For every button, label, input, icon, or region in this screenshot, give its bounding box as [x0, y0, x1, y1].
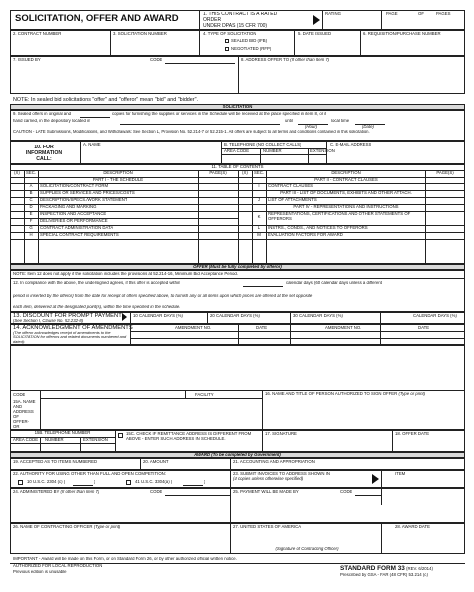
toc-desc-e: INSPECTION AND ACCEPTANCE: [40, 212, 107, 216]
extension-label: EXTENSION: [310, 149, 335, 153]
sealed-bid-option[interactable]: SEALED BID (IFB): [225, 39, 267, 44]
toc-sec-a: A: [29, 184, 33, 188]
item12-text-c: period is inserted by the offeror) from the date for receipt of offers specified above, to furnish any or all items upon which prices are offered at the set opposite: [13, 294, 313, 298]
contact-name-field[interactable]: [83, 150, 219, 162]
offer-heading: OFFER (Must be fully completed by offeror): [193, 264, 282, 269]
discount-sub: (See Section I, Clause No. 52.232-8): [13, 319, 84, 323]
toc-col-sec: SEC.: [25, 171, 37, 175]
payment-field[interactable]: [233, 496, 379, 521]
usc-2304-paren: ): [94, 480, 96, 484]
offeror-code-label: CODE: [13, 393, 26, 397]
requisition-field[interactable]: [363, 39, 463, 54]
toc-sec-f: F: [29, 219, 33, 223]
amend-date-label-2: DATE: [418, 326, 430, 330]
toc-sec-k: K: [257, 215, 261, 219]
offeror-area-code-field[interactable]: [11, 444, 39, 451]
remittance-checkbox[interactable]: [118, 433, 123, 438]
toc-sec-g: G: [29, 226, 33, 230]
amend-no-label: AMENDMENT NO.: [175, 326, 212, 330]
toc-col-sec-right: SEC.: [253, 171, 265, 175]
administered-by-field[interactable]: [13, 496, 228, 521]
solicitation-number-label: 3. SOLICITATION NUMBER: [113, 32, 167, 36]
previous-edition-text: Previous edition is unusable: [13, 570, 67, 574]
officer-label: 26. NAME OF CONTRACTING OFFICER (Type or print): [13, 525, 121, 529]
requisition-label: 6. REQUISITION/PURCHASE NUMBER: [363, 32, 441, 36]
arrow-right-icon: [372, 474, 379, 484]
administered-label: 24. ADMINISTERED BY (If other than Item 7): [13, 490, 100, 494]
award-date-label: 28. AWARD DATE: [395, 525, 430, 529]
cal20-label: 20 CALENDAR DAYS (%): [210, 314, 260, 318]
toc-desc-b: SUPPLIES OR SERVICES AND PRICES/COSTS: [40, 191, 135, 195]
toc-col-pages-right: PAGE(S): [436, 171, 454, 175]
email-field[interactable]: [330, 150, 463, 162]
date-issued-label: 5. DATE ISSUED: [298, 32, 332, 36]
remittance-label: 15C. CHECK IF REMITTANCE ADDRESS IS DIFFERENT FROM ABOVE - ENTER SUCH ADDRESS IN SCHEDULE.: [126, 432, 252, 441]
toc-sec-b: B: [29, 191, 33, 195]
ack-sub: (The offeror acknowledges receipt of amendments to the SOLICITATION for offerors and related documents numbered and dated):: [13, 331, 127, 344]
usc-3304-label: 41 U.S.C. 3304(a) (: [135, 480, 173, 484]
toc-sec-e: E: [29, 212, 33, 216]
email-label: C. E-MAIL ADDRESS: [330, 143, 372, 147]
toc-desc-k: REPRESENTATIONS, CERTIFICATIONS AND OTHER STATEMENTS OF OFFERORS: [268, 212, 411, 221]
offeror-number-label: NUMBER: [45, 438, 64, 442]
usa-label: 27. UNITED STATES OF AMERICA: [233, 525, 302, 529]
arrow-right-icon: [122, 313, 127, 321]
offeror-extension-field[interactable]: [81, 444, 114, 451]
cal10-label: 10 CALENDAR DAYS (%): [133, 314, 183, 318]
page-number-field[interactable]: [384, 20, 412, 28]
offeror-area-code-label: AREA CODE: [13, 438, 39, 442]
page-label: PAGE: [386, 12, 398, 16]
address-offer-label: 8. ADDRESS OFFER TO (If other than Item 7): [241, 58, 330, 62]
toc-col-desc: DESCRIPTION: [103, 171, 133, 175]
toc-desc-i: CONTRACT CLAUSES: [268, 184, 314, 188]
item12-text-a: 12. In compliance with the above, the undersigned agrees, if this offer is accepted within: [13, 281, 181, 285]
offer-date-field[interactable]: [395, 438, 463, 451]
date-issued-field[interactable]: [297, 39, 357, 54]
toc-desc-c: DESCRIPTION/SPECS./WORK STATEMENT: [40, 198, 128, 202]
hour-label: (Hour): [305, 125, 318, 129]
signature-field[interactable]: [265, 438, 390, 451]
cal30-label: 30 CALENDAR DAYS (%): [293, 314, 343, 318]
discount-label: 13. DISCOUNT FOR PROMPT PAYMENT: [13, 313, 122, 319]
signer-label: 16. NAME AND TITLE OF PERSON AUTHORIZED TO SIGN OFFER (Type or print): [265, 392, 426, 396]
issued-by-label: 7. ISSUED BY: [13, 58, 41, 62]
toc-desc-h: SPECIAL CONTRACT REQUIREMENTS: [40, 233, 119, 237]
accounting-label: 21. ACCOUNTING AND APPROPRIATION: [233, 460, 315, 464]
signature-label: 17. SIGNATURE: [265, 432, 297, 436]
amount-label: 20. AMOUNT: [143, 460, 169, 464]
toc-col-desc-right: DESCRIPTION: [331, 171, 361, 175]
area-code-label: AREA CODE: [224, 149, 250, 153]
prescribed-text: Prescribed by GSA - FAR (48 CFR) 53.214 (c): [340, 573, 428, 577]
calxx-label: CALENDAR DAYS (%): [413, 314, 457, 318]
toc-col-x: (X): [14, 171, 20, 175]
toc-desc-a: SOLICITATION/CONTRACT FORM: [40, 184, 109, 188]
authorized-text: AUTHORIZED FOR LOCAL REPRODUCTION: [13, 564, 103, 568]
toc-sec-c: C: [29, 198, 33, 202]
area-code-field[interactable]: [222, 155, 259, 163]
toc-sec-l: L: [257, 226, 261, 230]
offeror-address-field[interactable]: [42, 399, 260, 428]
sealed-bid-checkbox[interactable]: [225, 39, 229, 43]
offeror-extension-label: EXTENSION: [83, 438, 108, 442]
contact-name-label: A. NAME: [83, 143, 101, 147]
toc-heading: 11. TABLE OF CONTENTS: [211, 164, 264, 169]
amend-no-label-2: AMENDMENT NO.: [325, 326, 362, 330]
pages-label: PAGES: [436, 12, 451, 16]
item9-text-a: 9. Sealed offers in original and: [13, 112, 71, 116]
tel15b-label: 15B. TELEPHONE NUMBER: [34, 431, 91, 435]
toc-part3: PART III - LIST OF DOCUMENTS, EXHIBITS AND OTHER ATTACH.: [280, 191, 412, 195]
note12-text: NOTE: Item 12 does not apply if the solicitation includes the provisions at 52.214-16, Minimum Bid Acceptance Period.: [13, 272, 238, 276]
toc-desc-j: LIST OF ATTACHMENTS: [268, 198, 317, 202]
toc-sec-h: H: [29, 233, 33, 237]
type-solicitation-label: 4. TYPE OF SOLICITATION: [203, 32, 257, 36]
facility-label: FACILITY: [195, 393, 214, 397]
toc-desc-f: DELIVERIES OR PERFORMANCE: [40, 219, 108, 223]
toc-sec-i: I: [258, 184, 260, 188]
contract-number-field[interactable]: [13, 39, 108, 54]
caution-text: CAUTION - LATE Submissions, Modifications, and Withdrawals: See Section L, Provision No. 52.214-7 or 52.215-1. All offers are subject to all terms and conditions contained in this solicitation.: [13, 130, 370, 134]
officer-name-field[interactable]: [13, 532, 228, 552]
name-address-label: 15A. NAME AND ADDRESS OF OFFER- OR: [13, 400, 36, 429]
solicitation-number-field[interactable]: [113, 39, 197, 54]
number-label: NUMBER: [263, 149, 282, 153]
toc-sec-d: D: [29, 205, 33, 209]
contact-telephone-label: B. TELEPHONE (NO COLLECT CALLS): [224, 143, 302, 147]
amend-date-label: DATE: [256, 326, 268, 330]
form-title: SOLICITATION, OFFER AND AWARD: [15, 14, 179, 24]
toc-desc-g: CONTRACT ADMINISTRATION DATA: [40, 226, 114, 230]
authority-label: 22. AUTHORITY FOR USING OTHER THAN FULL AND OPEN COMPETITION:: [13, 472, 166, 476]
item9-text-c: hand carried, in the depository located in: [13, 119, 91, 123]
until-label: until: [285, 119, 293, 123]
administered-code-label: CODE: [150, 490, 163, 494]
officer-signature-field[interactable]: [233, 532, 379, 546]
toc-col-pages: PAGE(S): [209, 171, 227, 175]
rated-order-label: 1. THIS CONTRACT IS A RATED ORDER UNDER DPAS (15 CFR 700): [203, 12, 278, 29]
toc-part2: PART II - CONTRACT CLAUSES: [314, 177, 378, 182]
phone-number-field[interactable]: [262, 155, 306, 163]
address-offer-field[interactable]: [241, 65, 463, 92]
toc-col-x-right: (X): [242, 171, 248, 175]
negotiated-option[interactable]: NEGOTIATED (RFP): [225, 47, 271, 52]
extension-field[interactable]: [310, 155, 325, 163]
submit-invoices-label: 23. SUBMIT INVOICES TO ADDRESS SHOWN IN (4 copies unless otherwise specified): [233, 472, 330, 481]
important-note: IMPORTANT - Award will be made on this Form, or on Standard Form 26, or by other authorized official written notice.: [13, 557, 237, 561]
arrow-right-icon: [313, 15, 320, 25]
award-heading: AWARD (To be completed by Government): [194, 452, 281, 457]
form-name: STANDARD FORM 33 (REV. 6/2014): [340, 565, 433, 572]
item12-text-b: calendar days (60 calendar days unless a different: [286, 281, 382, 285]
toc-desc-m: EVALUATION FACTORS FOR AWARD: [268, 233, 343, 237]
item9-text-b: copies for furnishing the supplies or services in the Schedule will be received at the place specified in item 8, or if: [112, 112, 327, 116]
sig-officer-label: (Signature of Contracting Officer): [275, 547, 339, 551]
item-label: ITEM: [395, 472, 406, 476]
toc-sec-j: J: [257, 198, 261, 202]
offeror-phone-field[interactable]: [41, 444, 79, 451]
issued-by-code-label: CODE: [150, 58, 163, 62]
signer-field[interactable]: [265, 404, 463, 428]
toc-sec-m: M: [257, 233, 261, 237]
sealed-bid-note: NOTE: In sealed bid solicitations "offer" and "offeror" mean "bid" and "bidder".: [13, 97, 199, 103]
total-pages-field[interactable]: [416, 20, 462, 28]
usc-3304-paren: ): [204, 480, 206, 484]
issued-by-field[interactable]: [13, 65, 235, 92]
offer-date-label: 18. OFFER DATE: [395, 432, 430, 436]
of-label: OF: [418, 12, 424, 16]
local-time-label: local time: [331, 119, 350, 123]
toc-desc-d: PACKAGING AND MARKING: [40, 205, 97, 209]
rating-label: RATING: [325, 12, 341, 16]
toc-part1: PART I - THE SCHEDULE: [92, 177, 144, 182]
solicitation-heading: SOLICITATION: [222, 104, 253, 109]
payment-label: 25. PAYMENT WILL BE MADE BY: [233, 490, 299, 494]
contract-number-label: 2. CONTRACT NUMBER: [13, 32, 62, 36]
usc-3304-checkbox[interactable]: [126, 480, 131, 485]
item12-text-d: each item, delivered at the designated point(s), within the time specified in the schedule.: [13, 305, 181, 309]
payment-code-label: CODE: [340, 490, 353, 494]
negotiated-checkbox[interactable]: [225, 47, 229, 51]
toc-desc-l: INSTRS., CONDS., AND NOTICES TO OFFERORS: [268, 226, 368, 230]
award-date-field[interactable]: [384, 532, 463, 552]
usc-2304-checkbox[interactable]: [18, 480, 23, 485]
accepted-label: 19. ACCEPTED AS TO ITEMS NUMBERED: [13, 460, 98, 464]
usc-2304-label: 10 U.S.C. 2304 (c) (: [27, 480, 66, 484]
info-call-label: 10. FOR INFORMATION CALL:: [25, 145, 63, 162]
date-label: (Date): [362, 125, 374, 129]
ack-label: 14. ACKNOWLEDGMENT OF AMENDMENTS: [13, 324, 133, 331]
toc-part4: PART IV - REPRESENTATIONS AND INSTRUCTIONS: [293, 205, 399, 209]
